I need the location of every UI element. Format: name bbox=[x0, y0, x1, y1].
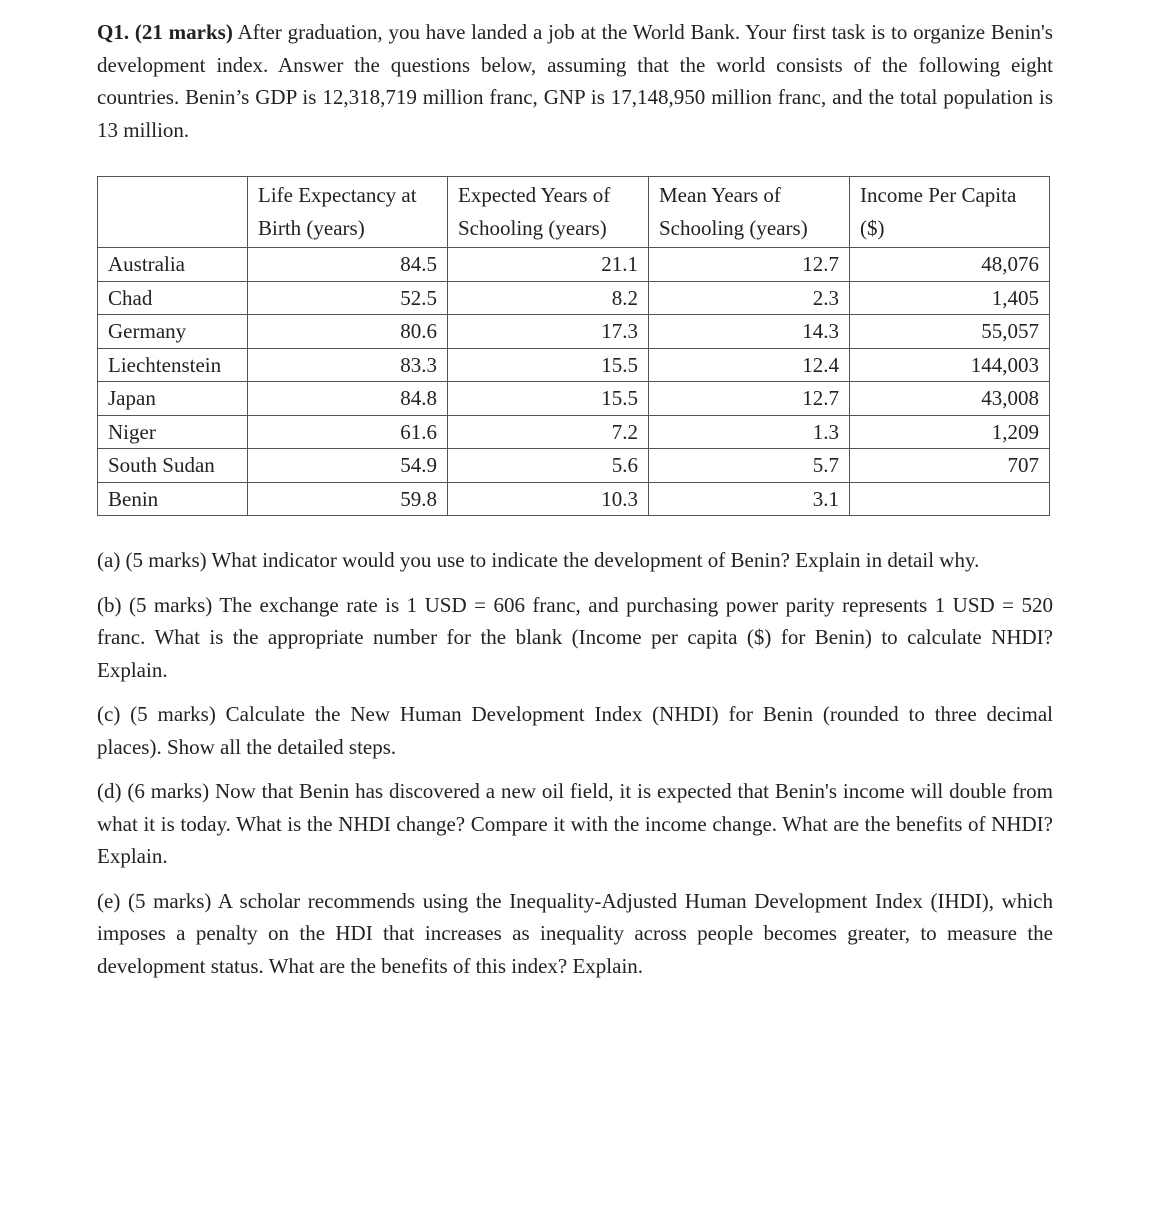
cell-life-expectancy: 83.3 bbox=[248, 348, 448, 382]
table-row bbox=[98, 348, 1050, 382]
cell-income-blank bbox=[850, 482, 1050, 516]
header-mean-schooling: Mean Years of Schooling (years) bbox=[649, 177, 850, 248]
cell-life-expectancy: 61.6 bbox=[248, 415, 448, 449]
question-d: (d) (6 marks) Now that Benin has discovered a new oil field, it is expected that Benin's income will double from what it is today. What is the NHDI change? Compare it with the income change. What are the benefits of NHDI? Explain. bbox=[97, 779, 1053, 868]
cell-country: Benin bbox=[98, 482, 248, 516]
cell-expected-schooling: 5.6 bbox=[448, 449, 649, 483]
cell-income: 707 bbox=[850, 449, 1050, 483]
cell-mean-schooling: 12.7 bbox=[649, 248, 850, 282]
question-document bbox=[97, 16, 1053, 978]
cell-mean-schooling: 3.1 bbox=[649, 482, 850, 516]
cell-country: Australia bbox=[98, 248, 248, 282]
cell-income: 1,405 bbox=[850, 281, 1050, 315]
cell-expected-schooling: 15.5 bbox=[448, 382, 649, 416]
cell-country: Germany bbox=[98, 315, 248, 349]
question-b: (b) (5 marks) The exchange rate is 1 USD = 606 franc, and purchasing power parity represents 1 USD = 520 franc. What is the appropriate number for the blank (Income per capita ($) for Benin) to calculate NHDI? Explain. bbox=[97, 592, 1053, 682]
cell-life-expectancy: 80.6 bbox=[248, 315, 448, 349]
cell-income: 1,209 bbox=[850, 415, 1050, 449]
cell-mean-schooling: 2.3 bbox=[649, 281, 850, 315]
cell-life-expectancy: 84.8 bbox=[248, 382, 448, 416]
cell-income: 55,057 bbox=[850, 315, 1050, 349]
cell-mean-schooling: 14.3 bbox=[649, 315, 850, 349]
question-label: Q1. (21 marks) bbox=[97, 20, 233, 44]
cell-income: 43,008 bbox=[850, 382, 1050, 416]
cell-income: 48,076 bbox=[850, 248, 1050, 282]
development-data-table bbox=[97, 176, 1050, 516]
question-intro bbox=[97, 16, 1053, 146]
cell-mean-schooling: 12.7 bbox=[649, 382, 850, 416]
cell-country: Niger bbox=[98, 415, 248, 449]
table-row bbox=[98, 482, 1050, 516]
cell-expected-schooling: 15.5 bbox=[448, 348, 649, 382]
cell-life-expectancy: 84.5 bbox=[248, 248, 448, 282]
header-life-expectancy: Life Expectancy at Birth (years) bbox=[248, 177, 448, 248]
cell-life-expectancy: 54.9 bbox=[248, 449, 448, 483]
cell-income: 144,003 bbox=[850, 348, 1050, 382]
cell-country: Liechtenstein bbox=[98, 348, 248, 382]
cell-expected-schooling: 17.3 bbox=[448, 315, 649, 349]
table-row bbox=[98, 415, 1050, 449]
cell-life-expectancy: 52.5 bbox=[248, 281, 448, 315]
cell-mean-schooling: 12.4 bbox=[649, 348, 850, 382]
cell-expected-schooling: 10.3 bbox=[448, 482, 649, 516]
header-country bbox=[98, 177, 248, 248]
cell-country: South Sudan bbox=[98, 449, 248, 483]
table-row bbox=[98, 248, 1050, 282]
cell-life-expectancy: 59.8 bbox=[248, 482, 448, 516]
header-expected-schooling: Expected Years of Schooling (years) bbox=[448, 177, 649, 248]
cell-expected-schooling: 21.1 bbox=[448, 248, 649, 282]
cell-expected-schooling: 7.2 bbox=[448, 415, 649, 449]
table-header-row bbox=[98, 177, 1050, 248]
question-c: (c) (5 marks) Calculate the New Human Development Index (NHDI) for Benin (rounded to three decimal places). Show all the detailed steps. bbox=[97, 702, 1053, 759]
table-row bbox=[98, 449, 1050, 483]
header-income-per-capita: Income Per Capita ($) bbox=[850, 177, 1050, 248]
cell-country: Chad bbox=[98, 281, 248, 315]
table-row bbox=[98, 382, 1050, 416]
question-e: (e) (5 marks) A scholar recommends using the Inequality-Adjusted Human Development Index (IHDI), which imposes a penalty on the HDI that increases as inequality across people becomes greater, to measure the development status. What are the benefits of this index? Explain. bbox=[97, 888, 1053, 978]
cell-mean-schooling: 1.3 bbox=[649, 415, 850, 449]
cell-expected-schooling: 8.2 bbox=[448, 281, 649, 315]
question-intro-text: After graduation, you have landed a job at the World Bank. Your first task is to organize Benin's development index. Answer the questions below, assuming that the world consists of the following eight countries. Benin’s GDP is 12,318,719 million franc, GNP is 17,148,950 million franc, and the total population is 13 million. bbox=[97, 20, 1053, 142]
table-row bbox=[98, 315, 1050, 349]
cell-mean-schooling: 5.7 bbox=[649, 449, 850, 483]
table-row bbox=[98, 281, 1050, 315]
cell-country: Japan bbox=[98, 382, 248, 416]
question-a: (a) (5 marks) What indicator would you use to indicate the development of Benin? Explain in detail why. bbox=[97, 548, 980, 572]
sub-questions bbox=[97, 544, 1053, 994]
